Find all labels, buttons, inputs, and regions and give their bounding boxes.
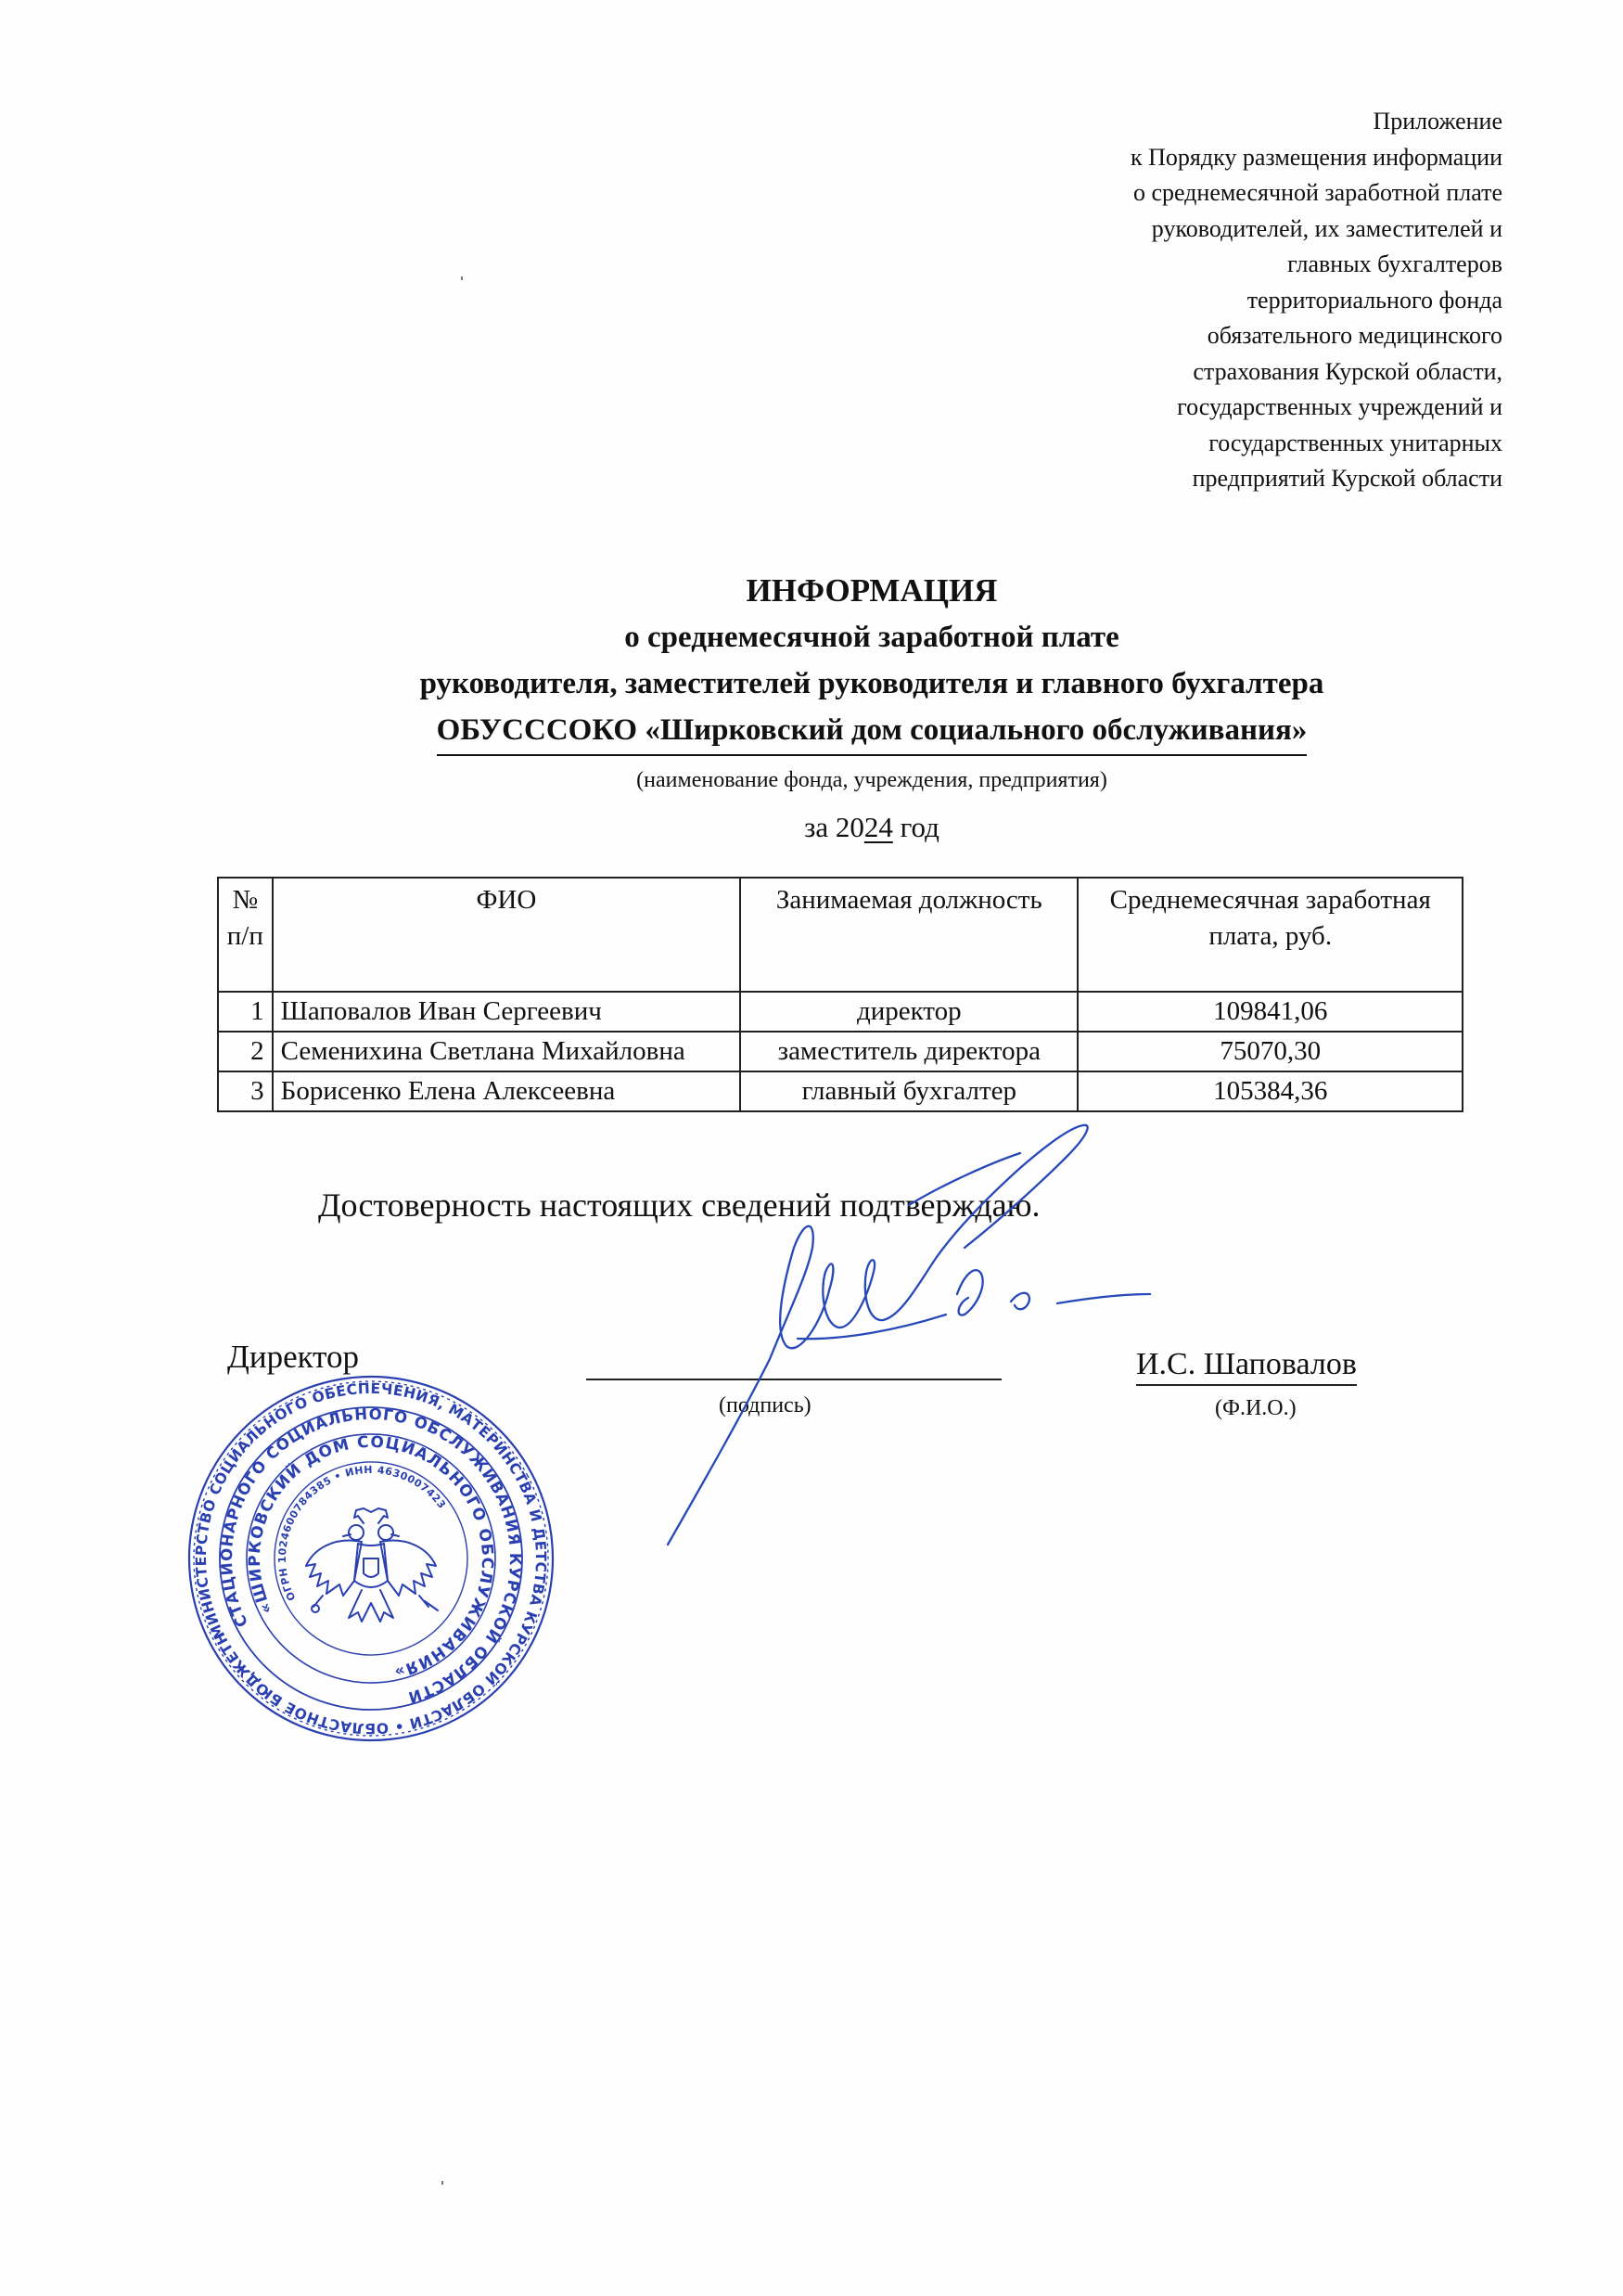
document-heading bbox=[0, 568, 1623, 756]
cell-salary: 105384,36 bbox=[1078, 1071, 1463, 1111]
signer-name: И.С. Шаповалов bbox=[1136, 1345, 1357, 1386]
cell-num: 2 bbox=[218, 1032, 273, 1071]
stamp-inner-text: «ШИРКОВСКИЙ ДОМ СОЦИАЛЬНОГО ОБСЛУЖИВАНИЯ» bbox=[245, 1432, 497, 1682]
year-prefix: за 20 bbox=[804, 811, 864, 843]
appendix-line: руководителей, их заместителей и bbox=[1151, 214, 1502, 242]
appendix-line: Приложение bbox=[1373, 108, 1502, 135]
cell-salary: 75070,30 bbox=[1078, 1032, 1463, 1071]
cell-name: Семенихина Светлана Михайловна bbox=[273, 1032, 741, 1071]
cell-position: директор bbox=[740, 992, 1078, 1032]
appendix-line: главных бухгалтеров bbox=[1287, 250, 1502, 277]
cell-position: заместитель директора bbox=[740, 1032, 1078, 1071]
table-row bbox=[218, 1032, 1463, 1071]
appendix-line: страхования Курской области, bbox=[1193, 357, 1502, 385]
name-caption: (Ф.И.О.) bbox=[1215, 1396, 1297, 1420]
official-stamp-seal bbox=[185, 1373, 556, 1744]
scan-speck bbox=[461, 276, 463, 280]
heading-line-1: о среднемесячной заработной плате bbox=[624, 621, 1119, 654]
cell-salary: 109841,06 bbox=[1078, 992, 1463, 1032]
appendix-line: обязательного медицинского bbox=[1207, 322, 1502, 349]
cell-num: 3 bbox=[218, 1071, 273, 1111]
signer-role: Директор bbox=[227, 1339, 360, 1375]
scan-speck bbox=[441, 2181, 443, 2185]
appendix-block bbox=[853, 104, 1502, 497]
signature-caption: (подпись) bbox=[719, 1393, 812, 1417]
year-word: год bbox=[892, 811, 939, 843]
appendix-line: государственных унитарных bbox=[1208, 429, 1502, 456]
stamp-middle-text: СТАЦИОНАРНОГО СОЦИАЛЬНОГО ОБСЛУЖИВАНИЯ КУРСКОЙ ОБЛАСТИ bbox=[217, 1405, 525, 1707]
salary-table bbox=[217, 877, 1463, 1112]
heading-line-2: руководителя, заместителей руководителя и главного бухгалтера bbox=[419, 667, 1324, 700]
header-name: ФИО bbox=[273, 878, 741, 992]
year-suffix: 24 bbox=[863, 811, 893, 843]
table-row bbox=[218, 992, 1463, 1032]
confirmation-text: Достоверность настоящих сведений подтверждаю. bbox=[318, 1186, 1041, 1224]
appendix-line: предприятий Курской области bbox=[1192, 465, 1502, 492]
organization-name: ОБУСССОКО «Ширковский дом социального обслуживания» bbox=[437, 707, 1308, 756]
stamp-outer-text: МИНИСТЕРСТВО СОЦИАЛЬНОГО ОБЕСПЕЧЕНИЯ, МАТЕРИНСТВА И ДЕТСТВА КУРСКОЙ ОБЛАСТИ • ОБЛАСТНОЕ БЮДЖЕТНОЕ bbox=[192, 1379, 550, 1738]
cell-name: Шаповалов Иван Сергеевич bbox=[273, 992, 741, 1032]
eagle-emblem-icon bbox=[306, 1508, 438, 1622]
handwritten-signature bbox=[631, 1109, 1169, 1554]
table-header-row bbox=[218, 878, 1463, 992]
appendix-line: государственных учреждений и bbox=[1177, 393, 1502, 420]
cell-num: 1 bbox=[218, 992, 273, 1032]
document-title: ИНФОРМАЦИЯ bbox=[746, 572, 998, 609]
appendix-line: о среднемесячной заработной плате bbox=[1132, 179, 1502, 206]
appendix-line: территориального фонда bbox=[1246, 286, 1502, 314]
cell-position: главный бухгалтер bbox=[740, 1071, 1078, 1111]
header-salary: Среднемесячная заработная плата, руб. bbox=[1078, 878, 1463, 992]
table-row bbox=[218, 1071, 1463, 1111]
organization-caption: (наименование фонда, учреждения, предприятия) bbox=[636, 768, 1107, 792]
header-num: № п/п bbox=[218, 878, 273, 992]
appendix-line: к Порядку размещения информации bbox=[1131, 143, 1502, 171]
report-year-line bbox=[0, 809, 1623, 846]
stamp-reg-text: ОГРН 1024600784385 • ИНН 4630007423 bbox=[275, 1463, 449, 1603]
header-position: Занимаемая должность bbox=[740, 878, 1078, 992]
cell-name: Борисенко Елена Алексеевна bbox=[273, 1071, 741, 1111]
